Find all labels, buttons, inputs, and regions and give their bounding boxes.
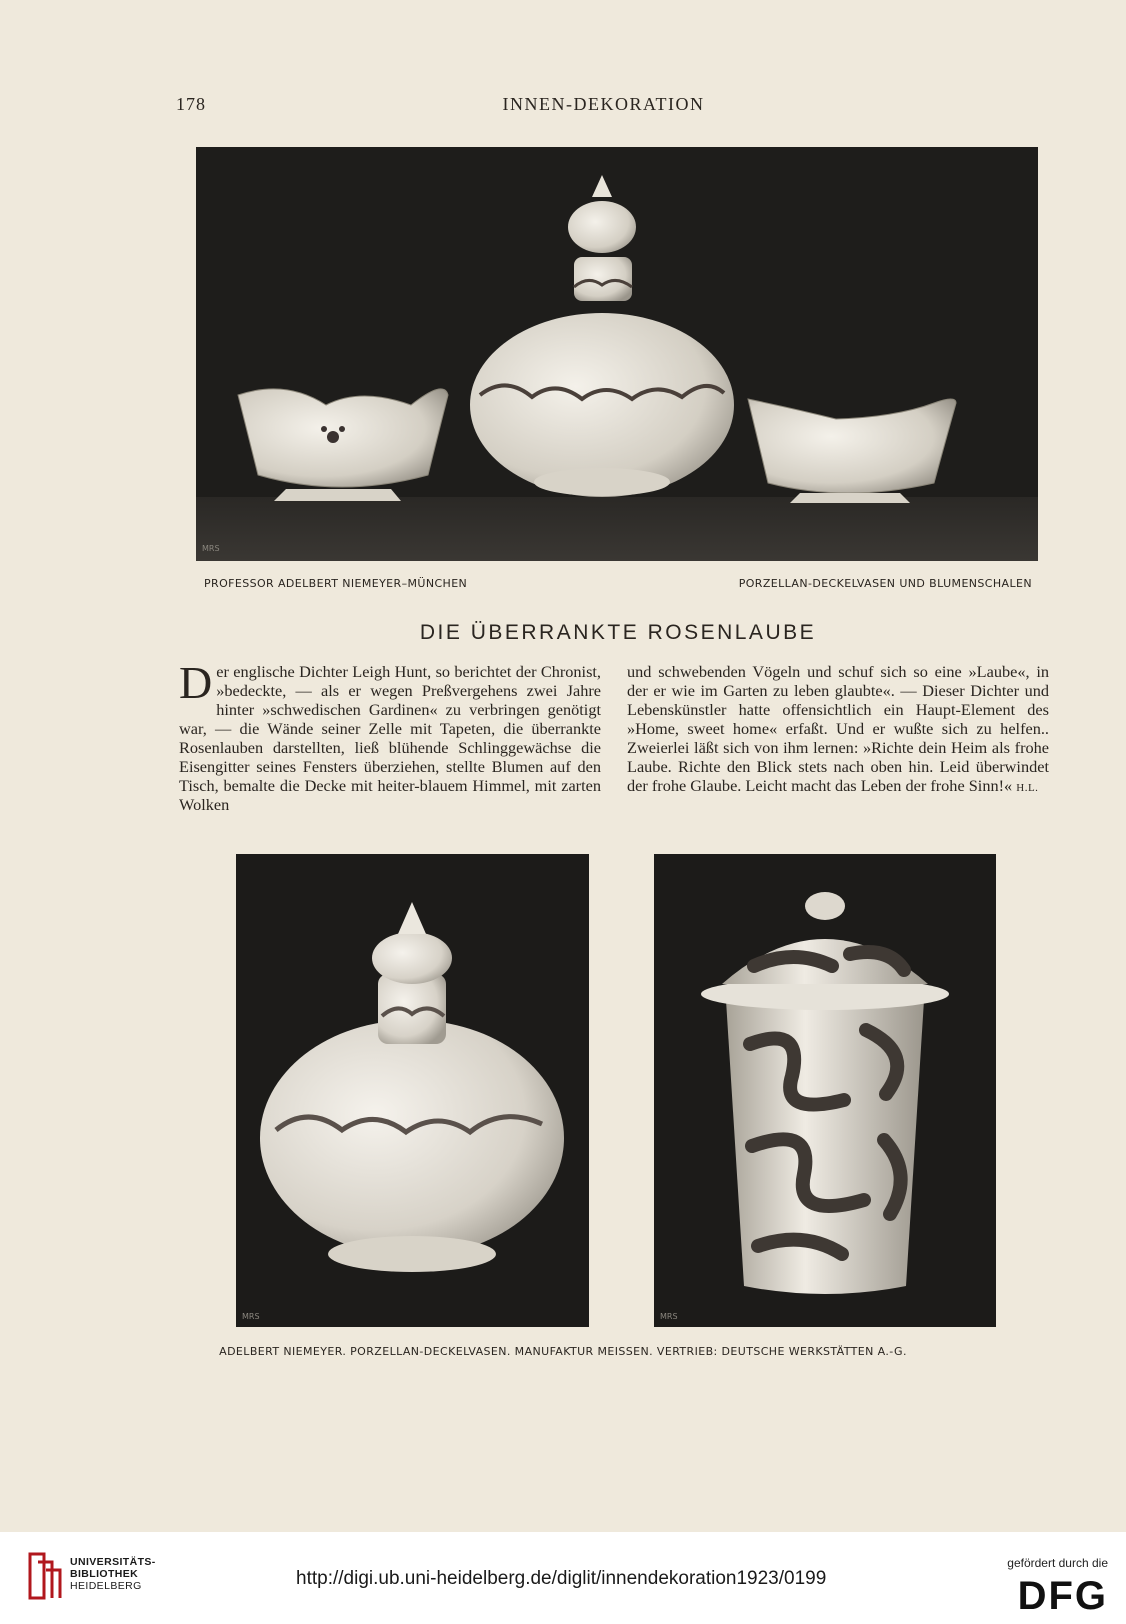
article-heading: DIE ÜBERRANKTE ROSENLAUBE	[419, 621, 817, 644]
caption-photographer: PROFESSOR ADELBERT NIEMEYER–MÜNCHEN	[204, 577, 468, 590]
lidded-jar-illustration	[654, 854, 996, 1327]
caption-bottom: ADELBERT NIEMEYER. PORZELLAN-DECKELVASEN. MANUFAKTUR MEISSEN. VERTRIEB: DEUTSCHE WERKSTÄTTEN A.-G.	[219, 1345, 907, 1358]
article-column-right	[627, 662, 1049, 798]
photographer-mark: MRS	[660, 1312, 678, 1321]
column-text: er englische Dichter Leigh Hunt, so berichtet der Chronist, »bedeckte, — als er wegen Preßvergehens zwei Jahre hinter »schwedischen Gardinen« zu verbringen genötigt war, — die Wände seiner Zelle mit Tapeten, die überrankte Rosenlauben darstellten, ließ blühende Schlinggewächse die Eisengitter seines Fensters überziehen, stellte Blumen auf den Tisch, bemalte die Decke mit heiter-blauem Himmel, mit zarten Wolken	[179, 662, 601, 814]
journal-title: INNEN-DEKORATION	[502, 94, 705, 114]
page-number: 178	[176, 94, 206, 114]
lidded-vase-illustration	[236, 854, 589, 1327]
column-text: und schwebenden Vögeln und schuf sich so eine »Laube«, in der er wie im Garten zu leben glaubte«. — Dieser Dichter und Lebenskünstler hatte offensichtlich ein Haupt-Element des »Home, sweet home« erfaßt. Und er wußte sich zu helfen.. Zweierlei läßt sich von ihm lernen: »Richte dein Heim als frohe Laube. Richte den Blick stets nach oben hin. Leid überwindet der frohe Glaube. Leicht macht das Leben der frohe Sinn!«	[627, 662, 1049, 795]
porcelain-group-illustration	[196, 147, 1038, 561]
dfg-logo: DFG	[1017, 1574, 1108, 1618]
photo-lidded-jar	[654, 854, 996, 1327]
funding-note: gefördert durch die	[1007, 1556, 1108, 1570]
caption-object: PORZELLAN-DECKELVASEN UND BLUMENSCHALEN	[738, 577, 1032, 590]
drop-cap: D	[179, 657, 213, 708]
photographer-mark: MRS	[242, 1312, 260, 1321]
author-signature: H.L.	[1016, 782, 1039, 794]
footer-bar	[0, 1532, 1126, 1624]
article-column-left	[179, 657, 601, 814]
running-head	[176, 94, 1046, 118]
photo-vase-and-bowls	[196, 147, 1038, 561]
source-url-link[interactable]: http://digi.ub.uni-heidelberg.de/diglit/innendekoration1923/0199	[296, 1568, 827, 1589]
university-library-name: UNIVERSITÄTS- BIBLIOTHEK HEIDELBERG	[70, 1556, 156, 1592]
university-library-logo-icon	[24, 1548, 64, 1604]
photographer-mark: MRS	[202, 544, 220, 553]
photo-lidded-vase	[236, 854, 589, 1327]
